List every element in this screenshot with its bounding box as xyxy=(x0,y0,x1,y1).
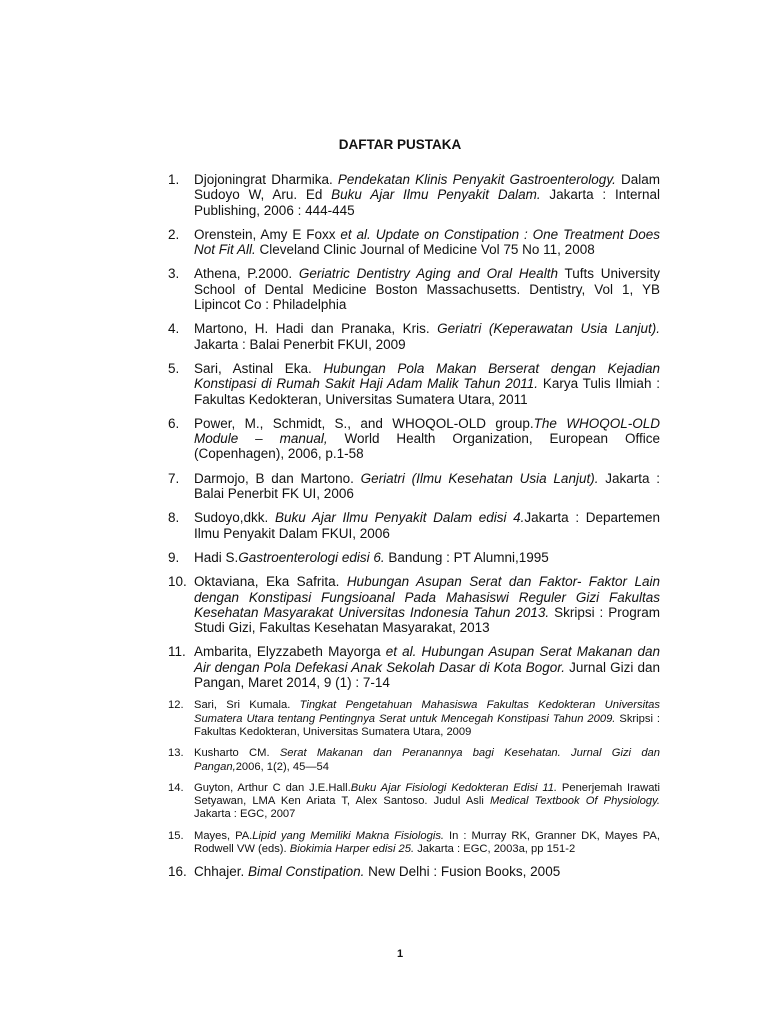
reference-segment: Ambarita, Elyzzabeth Mayorga xyxy=(194,644,386,660)
reference-title-segment: et al. Hubungan Asupan Serat Makanan dan Air dengan Pola Defekasi Anak Sekolah Dasar di Kota Bogor. xyxy=(194,644,660,675)
reference-title-segment: Geriatri (Ilmu Kesehatan Usia Lanjut). xyxy=(360,470,599,486)
reference-title-segment: et al. Update on Constipation : One Treatment Does Not Fit All. xyxy=(194,226,660,258)
reference-number: 7. xyxy=(168,470,180,486)
reference-text xyxy=(194,266,660,312)
reference-segment: Jakarta : EGC, 2007 xyxy=(194,808,296,821)
reference-item xyxy=(168,471,660,502)
reference-number: 9. xyxy=(168,549,180,565)
reference-number: 16. xyxy=(168,864,187,880)
reference-title-segment: Hubungan Pola Makan Berserat dengan Kejadian Konstipasi di Rumah Sakit Haji Adam Malik Tahun 2011. xyxy=(194,360,660,392)
reference-item xyxy=(168,747,660,774)
reference-text xyxy=(194,321,660,352)
reference-segment: Bandung : PT Alumni,1995 xyxy=(384,549,549,565)
reference-segment: Sari, Astinal Eka. xyxy=(194,360,324,376)
reference-segment: Athena, P.2000. xyxy=(194,266,299,282)
reference-text xyxy=(194,416,660,462)
reference-segment: Jakarta : Balai Penerbit FK UI, 2006 xyxy=(194,470,660,502)
reference-title-segment: Buku Ajar Fisiologi Kedokteran Edisi 11. xyxy=(350,781,558,794)
reference-title-segment: Pendekatan Klinis Penyakit Gastroenterology. xyxy=(337,172,616,187)
reference-segment: Sari, Sri Kumala. xyxy=(194,699,300,712)
reference-title-segment: Serat Makanan dan Peranannya bagi Kesehatan. Jurnal Gizi dan Pangan, xyxy=(194,747,660,773)
reference-text xyxy=(194,782,660,822)
reference-segment: Kusharto CM. xyxy=(194,747,280,760)
reference-item xyxy=(168,864,660,879)
reference-title-segment: Biokimia Harper edisi 25. xyxy=(289,842,415,855)
reference-segment: Mayes, PA. xyxy=(194,829,253,842)
reference-text xyxy=(194,574,660,635)
reference-title-segment: Medical Textbook Of Physiology. xyxy=(489,795,660,808)
reference-text xyxy=(194,644,660,690)
reference-list xyxy=(168,172,660,889)
reference-item xyxy=(168,782,660,822)
reference-segment: In : Murray RK, Granner DK, Mayes PA, Rodwell VW (eds). xyxy=(194,829,661,855)
reference-item xyxy=(168,830,660,857)
reference-segment: Tufts University School of Dental Medicine Boston Massachusetts. Dentistry, Vol 1, YB Lipincot Co : Philadelphia xyxy=(194,266,660,313)
reference-item xyxy=(168,266,660,312)
reference-text xyxy=(194,830,660,857)
reference-text xyxy=(194,510,660,541)
reference-segment: Skripsi : Program Studi Gizi, Fakultas Kesehatan Masyarakat, 2013 xyxy=(194,604,660,636)
reference-segment: Chhajer. xyxy=(194,864,249,880)
reference-segment: Skripsi : Fakultas Kedokteran, Universitas Sumatera Utara, 2009 xyxy=(194,712,660,738)
reference-title-segment: Buku Ajar Ilmu Penyakit Dalam edisi 4. xyxy=(274,510,525,526)
reference-segment: 2006, 1(2), 45—54 xyxy=(235,760,329,773)
reference-segment: Jurnal Gizi dan Pangan, Maret 2014, 9 (1) : 7-14 xyxy=(194,659,661,691)
reference-number: 10. xyxy=(168,574,187,590)
reference-item xyxy=(168,510,660,541)
reference-text xyxy=(194,864,660,879)
reference-item xyxy=(168,699,660,739)
reference-segment: World Health Organization, European Office (Copenhagen), 2006, p.1-58 xyxy=(194,431,660,462)
reference-item xyxy=(168,227,660,258)
reference-title-segment: Buku Ajar Ilmu Penyakit Dalam. xyxy=(331,187,541,203)
reference-segment: Oktaviana, Eka Safrita. xyxy=(194,574,347,590)
reference-title-segment: Geriatri (Keperawatan Usia Lanjut). xyxy=(437,321,660,337)
reference-segment: Cleveland Clinic Journal of Medicine Vol 75 No 11, 2008 xyxy=(255,242,595,258)
reference-segment: Guyton, Arthur C dan J.E.Hall. xyxy=(194,781,351,794)
reference-item xyxy=(168,172,660,218)
page-title: DAFTAR PUSTAKA xyxy=(338,137,462,152)
reference-segment: Orenstein, Amy E Foxx xyxy=(194,226,341,242)
reference-number: 14. xyxy=(168,781,184,794)
reference-title-segment: The WHOQOL-OLD Module – manual, xyxy=(194,415,660,447)
reference-title-segment: Lipid yang Memiliki Makna Fisiologis. xyxy=(252,829,445,842)
reference-segment: Djojoningrat Dharmika. xyxy=(194,172,338,187)
reference-segment: New Delhi : Fusion Books, 2005 xyxy=(364,864,561,880)
reference-text xyxy=(194,699,660,739)
reference-segment: Jakarta : Internal Publishing, 2006 : 444-445 xyxy=(194,187,660,218)
reference-segment: Martono, H. Hadi dan Pranaka, Kris. xyxy=(194,321,438,337)
reference-segment: Power, M., Schmidt, S., and WHOQOL-OLD group. xyxy=(194,415,534,431)
reference-number: 3. xyxy=(168,266,180,282)
reference-text xyxy=(194,227,660,258)
reference-number: 5. xyxy=(168,360,180,376)
reference-title-segment: Gastroenterologi edisi 6. xyxy=(238,549,385,565)
reference-number: 4. xyxy=(168,321,180,337)
reference-number: 8. xyxy=(168,510,180,526)
reference-text xyxy=(194,747,660,774)
reference-number: 12. xyxy=(168,699,184,712)
reference-item xyxy=(168,574,660,635)
reference-text xyxy=(194,471,660,502)
reference-segment: Karya Tulis Ilmiah : Fakultas Kedokteran, Universitas Sumatera Utara, 2011 xyxy=(194,376,660,407)
page-number: 1 xyxy=(396,948,404,960)
reference-segment: Hadi S. xyxy=(194,549,239,565)
reference-number: 11. xyxy=(168,644,186,660)
reference-title-segment: Bimal Constipation. xyxy=(248,864,365,880)
reference-segment: Penerjemah Irawati Setyawan, LMA Ken Ariata T, Alex Santoso. Judul Asli xyxy=(194,781,661,808)
reference-segment: Jakarta : EGC, 2003a, pp 151-2 xyxy=(414,842,576,855)
reference-segment: Jakarta : Balai Penerbit FKUI, 2009 xyxy=(194,336,406,352)
reference-number: 6. xyxy=(168,415,180,431)
reference-segment: Dalam Sudoyo W, Aru. Ed xyxy=(194,172,661,203)
reference-item xyxy=(168,416,660,462)
reference-item xyxy=(168,644,660,690)
reference-number: 1. xyxy=(168,172,180,187)
reference-item xyxy=(168,321,660,352)
reference-title-segment: Tingkat Pengetahuan Mahasiswa Fakultas Kedokteran Universitas Sumatera Utara tentang Pentingnya Serat untuk Mencegah Konstipasi Tahun 2009. xyxy=(194,699,660,725)
reference-number: 2. xyxy=(168,226,180,242)
reference-title-segment: Hubungan Asupan Serat dan Faktor- Faktor Lain dengan Konstipasi Fungsioanal Pada Mahasiswi Reguler Gizi Fakultas Kesehatan Masyarakat Universitas Indonesia Tahun 2013. xyxy=(194,574,660,620)
reference-text xyxy=(194,172,660,218)
reference-segment: Jakarta : Departemen Ilmu Penyakit Dalam FKUI, 2006 xyxy=(194,510,661,541)
reference-item xyxy=(168,550,660,565)
reference-text xyxy=(194,361,660,407)
reference-title-segment: Geriatric Dentistry Aging and Oral Health xyxy=(298,266,558,282)
reference-text xyxy=(194,550,660,565)
reference-number: 15. xyxy=(168,829,184,842)
reference-segment: Darmojo, B dan Martono. xyxy=(194,470,361,486)
reference-segment: Sudoyo,dkk. xyxy=(194,510,275,526)
reference-number: 13. xyxy=(168,747,184,760)
reference-item xyxy=(168,361,660,407)
